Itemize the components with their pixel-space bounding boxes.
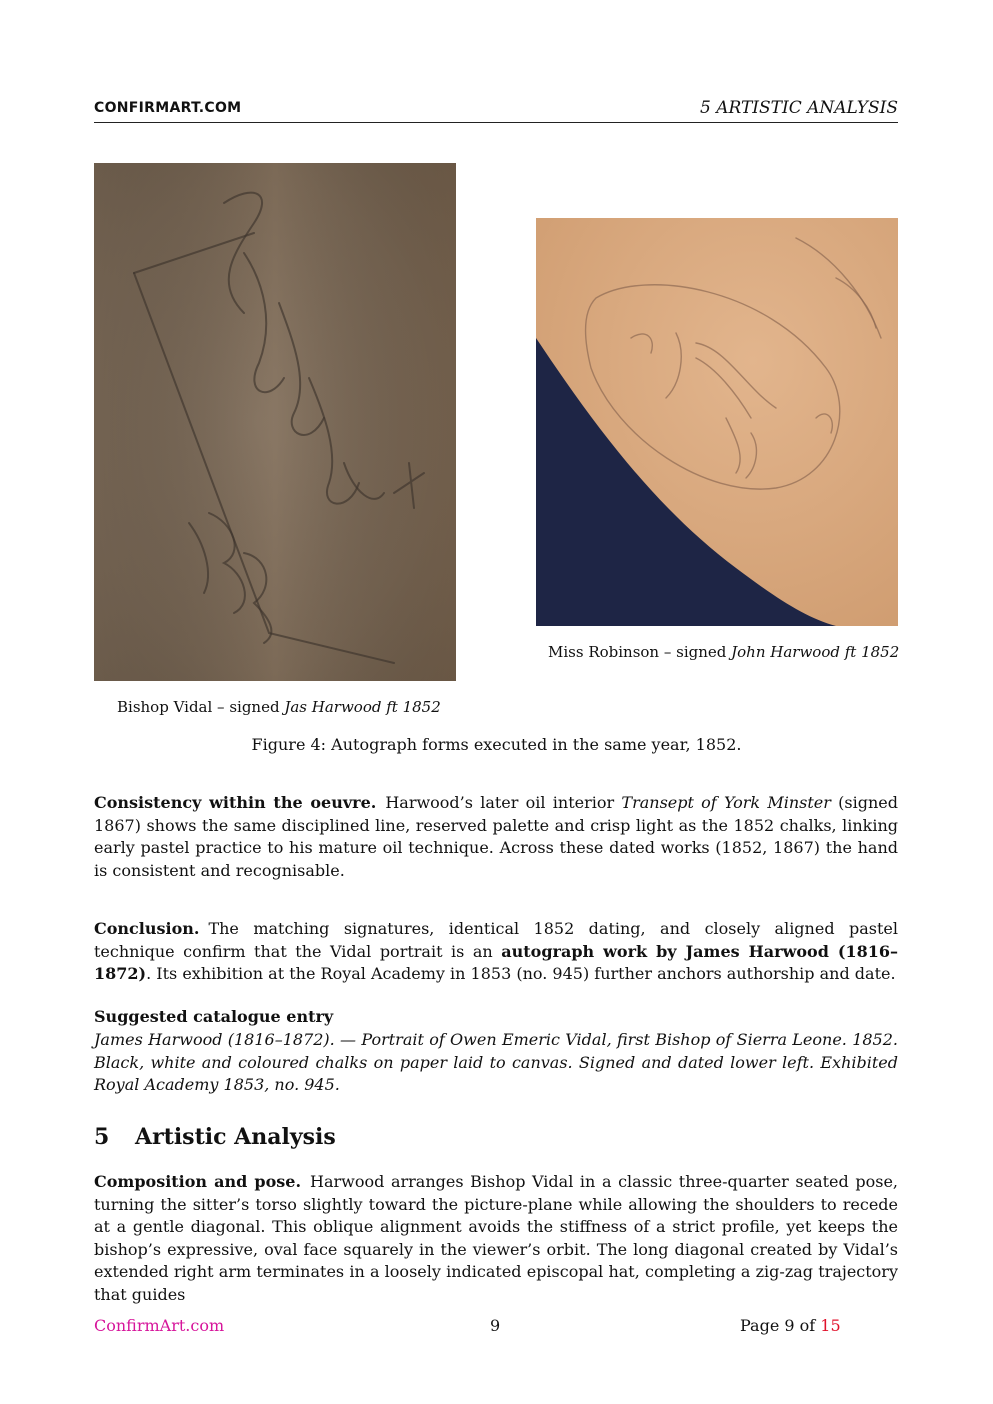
section-heading xyxy=(94,1124,336,1150)
footer-page-number: 9 xyxy=(490,1316,501,1335)
paragraph-lead: Consistency within the oeuvre. xyxy=(94,793,377,812)
caption-prefix: Bishop Vidal – signed xyxy=(117,698,285,716)
header-section-title: 5 ARTISTIC ANALYSIS xyxy=(699,98,898,118)
header-rule xyxy=(94,122,898,123)
paragraph-text: Harwood arranges Bishop Vidal in a classic three-quarter seated pose, turning the sitter’s torso slightly toward the picture-plane while allowing the shoulders to recede at a gentle diagonal. This oblique alignment avoids the stiffness of a strict profile, yet keeps the bishop’s expressive, oval face squarely in the viewer’s orbit. The long diagonal created by Vidal’s extended right arm terminates in a loosely indicated episcopal hat, completing a zig-zag trajectory that guides xyxy=(94,1172,899,1304)
attribution-bold: autograph work by James Harwood (1816–1872) xyxy=(94,941,899,984)
caption-signature: Jas Harwood ft 1852 xyxy=(284,698,441,716)
page-label: Page 9 of xyxy=(740,1316,821,1335)
figure-4-caption: Figure 4: Autograph forms executed in the same year, 1852. xyxy=(251,735,742,754)
paragraph-text: The matching signatures, identical 1852 dating, and closely aligned pastel technique confirm that the Vidal portrait is an xyxy=(94,919,898,961)
page-total-link[interactable]: 15 xyxy=(820,1316,841,1335)
paragraph-text: Harwood’s later oil interior xyxy=(385,793,622,812)
catalogue-heading: Suggested catalogue entry xyxy=(94,1007,334,1026)
signature-image-miss-robinson xyxy=(536,218,898,626)
artwork-title: Transept of York Minster xyxy=(621,793,831,812)
figure-caption-miss-robinson xyxy=(548,643,899,661)
paragraph-composition xyxy=(94,1171,898,1307)
paragraph-consistency xyxy=(94,792,898,882)
header-logo[interactable]: CONFIRMART.COM xyxy=(94,100,242,116)
section-title: Artistic Analysis xyxy=(135,1124,336,1150)
paragraph-lead: Conclusion. xyxy=(94,919,200,938)
paragraph-conclusion xyxy=(94,918,898,986)
section-number: 5 xyxy=(94,1124,110,1150)
paragraph-lead: Composition and pose. xyxy=(94,1172,302,1191)
paragraph-text: (signed 1867) shows the same disciplined line, reserved palette and crisp light as the 1852 chalks, linking early pastel practice to his mature oil technique. Across these dated works (1852, 1867) the hand is consistent and recognisable. xyxy=(94,793,899,880)
catalogue-entry: James Harwood (1816–1872). — Portrait of Owen Emeric Vidal, first Bishop of Sierra Leone. 1852. Black, white and coloured chalks on paper laid to canvas. Signed and dated lower left. Exhibited Royal Academy 1853, no. 945. xyxy=(94,1030,898,1095)
caption-prefix: Miss Robinson – signed xyxy=(548,643,732,661)
paragraph-text: . Its exhibition at the Royal Academy in 1853 (no. 945) further anchors authorship and date. xyxy=(146,964,896,984)
caption-signature: John Harwood ft 1852 xyxy=(731,643,900,661)
signature-image-bishop-vidal xyxy=(94,163,456,681)
figure-caption-bishop-vidal xyxy=(117,698,441,716)
footer-site-link[interactable]: ConfirmArt.com xyxy=(94,1316,225,1335)
footer-page-count xyxy=(740,1316,841,1335)
